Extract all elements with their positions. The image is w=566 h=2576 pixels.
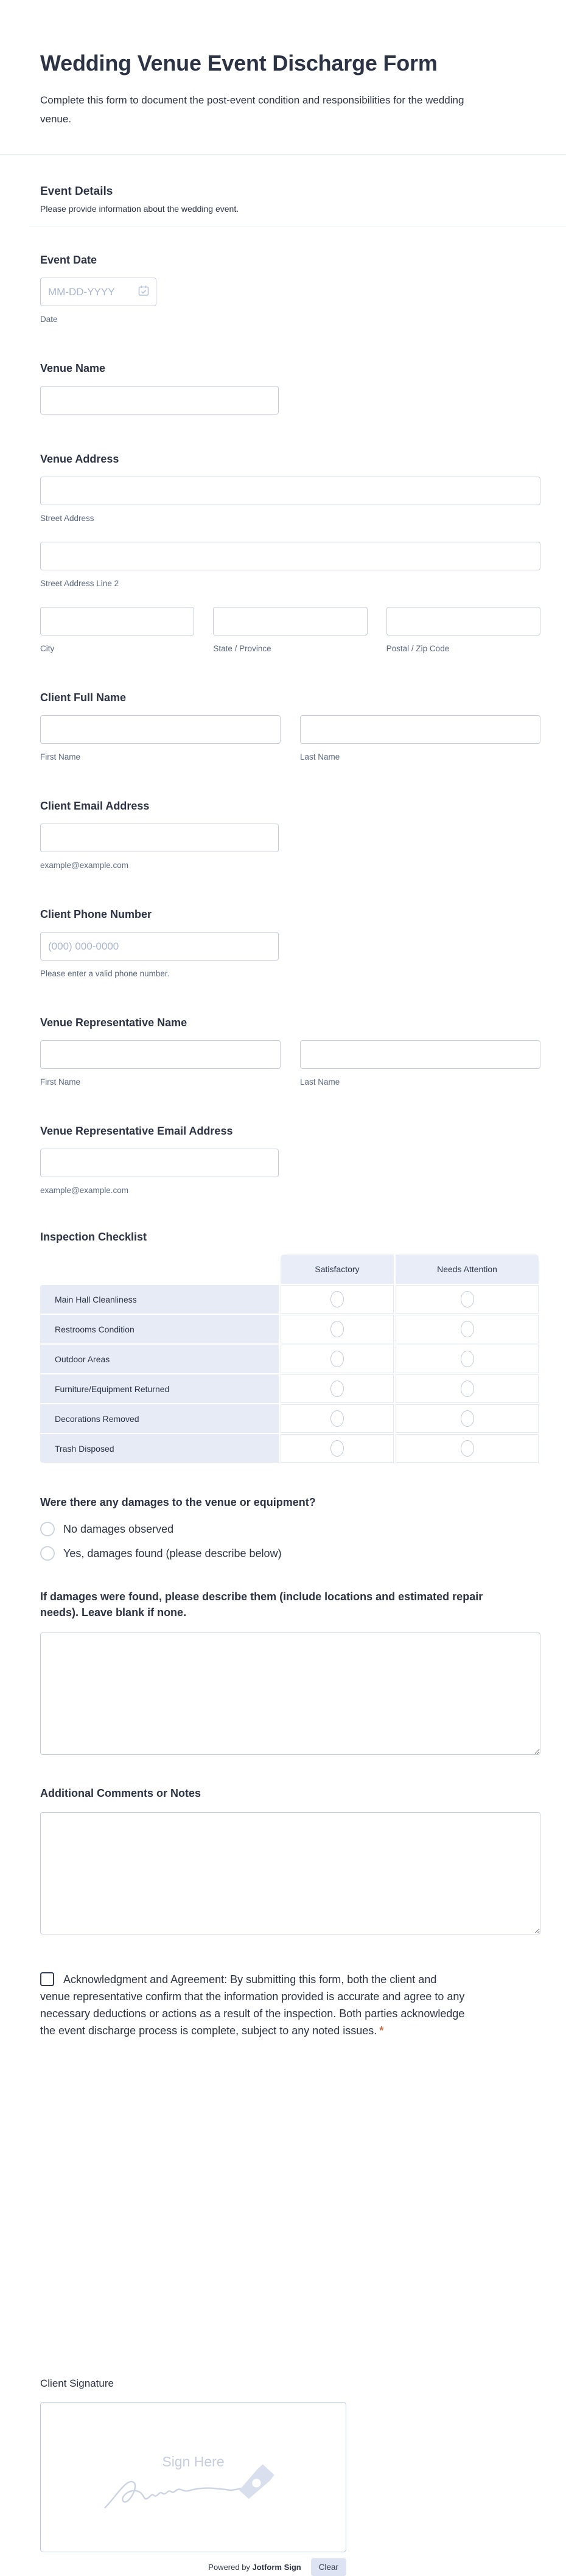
damages-description-label: If damages were found, please describe them (include locations and estimated repair needs). Leave blank if none. [40, 1591, 483, 1619]
event-date-sublabel: Date [40, 315, 58, 324]
postal-sublabel: Postal / Zip Code [386, 644, 450, 654]
radio-option-label: No damages observed [63, 1522, 174, 1535]
jotform-sign-brand: Jotform Sign [252, 2563, 301, 2572]
header-divider [0, 154, 566, 155]
section-description: Please provide information about the wedding event. [40, 204, 239, 214]
client-email-input[interactable] [40, 824, 279, 852]
radio-button [461, 1321, 474, 1337]
field-additional-comments [40, 1787, 540, 1934]
radio-button [461, 1351, 474, 1367]
street-address-input[interactable] [40, 477, 540, 505]
signature-placeholder [96, 2454, 291, 2514]
radio-button [461, 1440, 474, 1457]
radio-button[interactable] [40, 1546, 55, 1561]
column-header-satisfactory: Satisfactory [281, 1255, 394, 1284]
street-address-sublabel: Street Address [40, 514, 94, 523]
field-venue-name [40, 362, 540, 415]
state-input[interactable] [213, 607, 367, 635]
radio-button [330, 1381, 344, 1397]
radio-button [330, 1351, 344, 1367]
field-client-email [40, 799, 540, 870]
table-corner-cell [40, 1255, 279, 1284]
field-client-phone [40, 908, 540, 978]
radio-cell-needs-attention[interactable] [396, 1404, 539, 1433]
radio-button [330, 1440, 344, 1457]
radio-button[interactable] [40, 1522, 55, 1536]
rep-first-name-input[interactable] [40, 1040, 281, 1069]
signature-pad[interactable] [40, 2402, 346, 2552]
radio-option-label: Yes, damages found (please describe below) [63, 1547, 282, 1559]
rep-email-label: Venue Representative Email Address [40, 1125, 233, 1138]
rep-first-name-sublabel: First Name [40, 1077, 81, 1087]
client-name-label: Client Full Name [40, 691, 127, 704]
additional-comments-label: Additional Comments or Notes [40, 1787, 201, 1800]
state-sublabel: State / Province [213, 644, 271, 654]
venue-name-input[interactable] [40, 386, 279, 415]
signature-squiggle-icon [102, 2463, 285, 2514]
client-phone-input[interactable] [40, 932, 279, 961]
form-page [0, 15, 566, 2574]
postal-input[interactable] [386, 607, 540, 635]
section-event-details [40, 185, 540, 226]
radio-cell-satisfactory[interactable] [281, 1434, 394, 1463]
blank-space [40, 2039, 540, 2378]
radio-button [330, 1410, 344, 1427]
radio-cell-needs-attention[interactable] [396, 1285, 539, 1314]
rep-last-name-sublabel: Last Name [300, 1077, 340, 1087]
radio-button [330, 1321, 344, 1337]
venue-address-label: Venue Address [40, 453, 119, 466]
city-sublabel: City [40, 644, 55, 654]
acknowledgment-text: Acknowledgment and Agreement: By submitting this form, both the client and venue representative confirm that the information provided is accurate and agree to any necessary deductions or actions as a result of the inspection. Both parties acknowledge the event discharge process is complete, subject to any noted issues. [40, 1973, 465, 2037]
field-rep-email [40, 1124, 540, 1195]
damages-question-label: Were there any damages to the venue or equipment? [40, 1496, 316, 1509]
street-address2-sublabel: Street Address Line 2 [40, 579, 119, 589]
signature-footer [40, 2558, 346, 2576]
powered-by-prefix: Powered by [208, 2563, 250, 2572]
street-address2-input[interactable] [40, 542, 540, 570]
client-email-label: Client Email Address [40, 800, 150, 813]
radio-cell-satisfactory[interactable] [281, 1285, 394, 1314]
radio-button [461, 1410, 474, 1427]
table-row: Decorations Removed [40, 1404, 539, 1433]
inspection-checklist-label: Inspection Checklist [40, 1231, 147, 1244]
radio-option-yes-damages[interactable] [40, 1546, 540, 1561]
radio-cell-needs-attention[interactable] [396, 1374, 539, 1403]
client-phone-sublabel: Please enter a valid phone number. [40, 969, 170, 979]
field-inspection-checklist [40, 1230, 540, 1464]
required-asterisk: * [379, 2025, 384, 2037]
radio-cell-needs-attention[interactable] [396, 1434, 539, 1463]
powered-by-text [208, 2563, 301, 2572]
acknowledgment-block [40, 1971, 466, 2039]
additional-comments-textarea[interactable] [40, 1812, 540, 1934]
pen-nib-icon [239, 2465, 274, 2499]
radio-button [461, 1291, 474, 1307]
client-first-name-sublabel: First Name [40, 752, 81, 762]
table-row: Main Hall Cleanliness [40, 1285, 539, 1314]
client-last-name-sublabel: Last Name [300, 752, 340, 762]
venue-name-label: Venue Name [40, 362, 106, 375]
damages-description-textarea[interactable] [40, 1633, 540, 1755]
table-row: Furniture/Equipment Returned [40, 1374, 539, 1403]
radio-cell-satisfactory[interactable] [281, 1345, 394, 1373]
radio-cell-satisfactory[interactable] [281, 1374, 394, 1403]
column-header-needs-attention: Needs Attention [396, 1255, 539, 1284]
field-client-name [40, 691, 540, 761]
section-title: Event Details [40, 185, 113, 198]
field-venue-address [40, 452, 540, 653]
table-row: Outdoor Areas [40, 1345, 539, 1373]
event-date-input[interactable] [40, 278, 156, 306]
clear-signature-button[interactable]: Clear [311, 2558, 346, 2576]
event-date-label: Event Date [40, 254, 97, 267]
radio-cell-satisfactory[interactable] [281, 1315, 394, 1343]
table-row: Restrooms Condition [40, 1315, 539, 1343]
field-rep-name [40, 1016, 540, 1087]
rep-last-name-input[interactable] [300, 1040, 540, 1069]
client-phone-label: Client Phone Number [40, 908, 152, 921]
page-title: Wedding Venue Event Discharge Form [40, 51, 438, 76]
inspection-table [38, 1253, 540, 1464]
field-damages-question [40, 1496, 540, 1561]
table-row: Trash Disposed [40, 1434, 539, 1463]
radio-option-no-damages[interactable] [40, 1522, 540, 1536]
sign-here-text: Sign Here [162, 2454, 225, 2470]
radio-button [330, 1291, 344, 1307]
city-input[interactable] [40, 607, 194, 635]
radio-cell-needs-attention[interactable] [396, 1345, 539, 1373]
client-first-name-input[interactable] [40, 715, 281, 744]
client-last-name-input[interactable] [300, 715, 540, 744]
client-email-sublabel: example@example.com [40, 861, 129, 870]
field-damages-description [40, 1589, 540, 1755]
rep-name-label: Venue Representative Name [40, 1017, 187, 1029]
rep-email-sublabel: example@example.com [40, 1186, 129, 1195]
page-subtitle: Complete this form to document the post-event condition and responsibilities for the wedding venue. [40, 94, 464, 125]
acknowledgment-checkbox[interactable] [40, 1972, 54, 1986]
table-header-row [40, 1255, 539, 1284]
field-event-date [40, 253, 540, 324]
client-signature-label: Client Signature [40, 2378, 114, 2390]
radio-cell-needs-attention[interactable] [396, 1315, 539, 1343]
radio-button [461, 1381, 474, 1397]
radio-cell-satisfactory[interactable] [281, 1404, 394, 1433]
rep-email-input[interactable] [40, 1149, 279, 1177]
